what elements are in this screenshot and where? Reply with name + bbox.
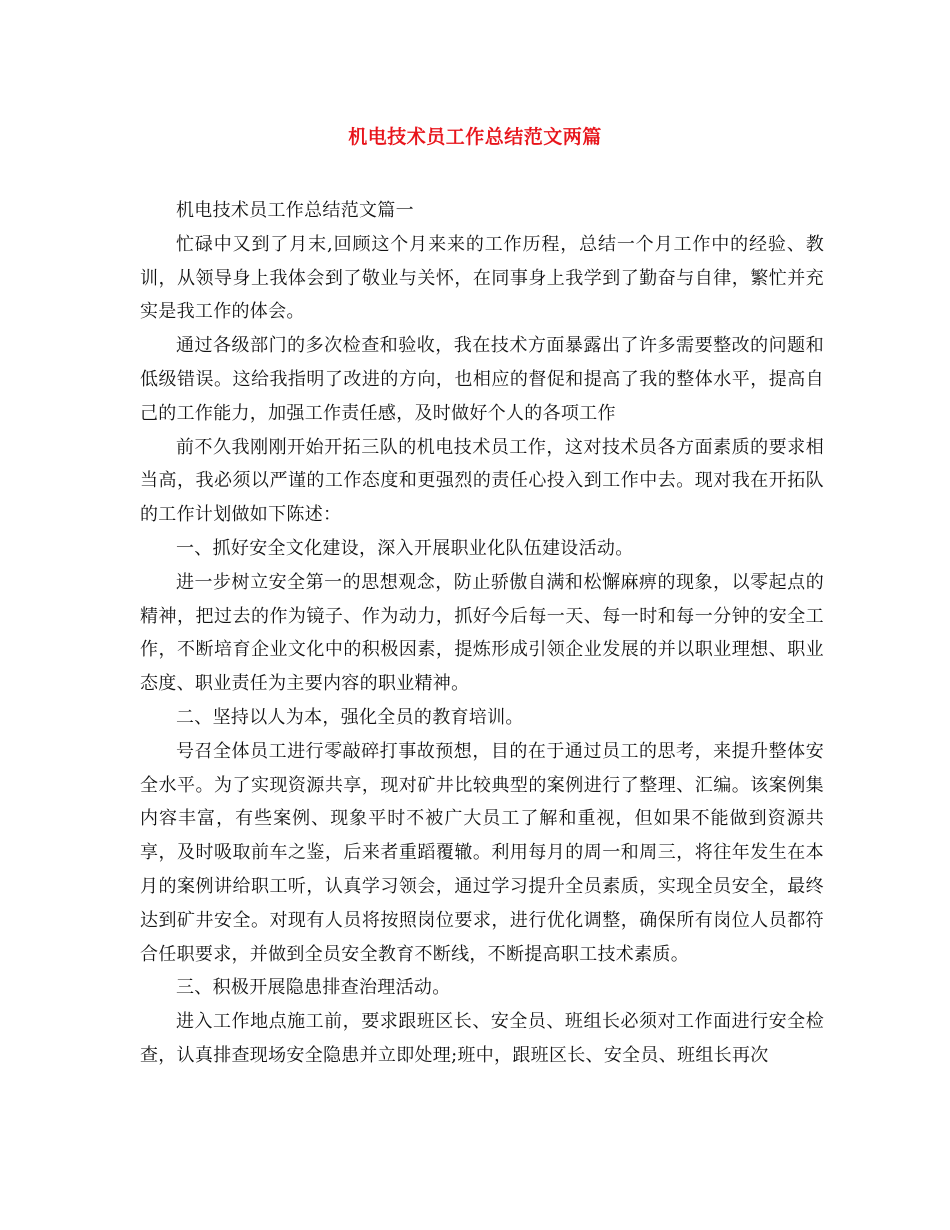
- section-heading: 三、积极开展隐患排查治理活动。: [176, 977, 451, 999]
- paragraph: 进入工作地点施工前，要求跟班区长、安全员、班组长必须对工作面进行安全检查，认真排查现场安全隐患并立即处理;班中，跟班区长、安全员、班组长再次: [140, 1011, 824, 1066]
- document-body: [140, 194, 824, 1073]
- paragraph: 号召全体员工进行零敲碎打事故预想，目的在于通过员工的思考，来提升整体安全水平。为了实现资源共享，现对矿井比较典型的案例进行了整理、汇编。该案例集内容丰富，有些案例、现象平时不被广大员工了解和重视，但如果不能做到资源共享，及时吸取前车之鉴，后来者重蹈覆辙。利用每月的周一和周三，将往年发生在本月的案例讲给职工听，认真学习领会，通过学习提升全员素质，实现全员安全，最终达到矿井安全。对现有人员将按照岗位要求，进行优化调整，确保所有岗位人员都符合任职要求，并做到全员安全教育不断线，不断提高职工技术素质。: [140, 740, 824, 965]
- section-heading: 二、坚持以人为本，强化全员的教育培训。: [176, 706, 524, 728]
- section-heading: 一、抓好安全文化建设，深入开展职业化队伍建设活动。: [176, 537, 634, 559]
- document-title: 机电技术员工作总结范文两篇: [348, 126, 602, 148]
- paragraph-heading: 机电技术员工作总结范文篇一: [176, 200, 414, 221]
- paragraph: 通过各级部门的多次检查和验收，我在技术方面暴露出了许多需要整改的问题和低级错误。这给我指明了改进的方向，也相应的督促和提高了我的整体水平，提高自己的工作能力，加强工作责任感，及时做好个人的各项工作: [140, 335, 824, 424]
- paragraph: 进一步树立安全第一的思想观念，防止骄傲自满和松懈麻痹的现象，以零起点的精神，把过去的作为镜子、作为动力，抓好今后每一天、每一时和每一分钟的安全工作，不断培育企业文化中的积极因素，提炼形成引领企业发展的并以职业理想、职业态度、职业责任为主要内容的职业精神。: [140, 571, 824, 695]
- paragraph: 前不久我刚刚开始开拓三队的机电技术员工作，这对技术员各方面素质的要求相当高，我必须以严谨的工作态度和更强烈的责任心投入到工作中去。现对我在开拓队的工作计划做如下陈述：: [140, 436, 824, 526]
- paragraph: 忙碌中又到了月末,回顾这个月来来的工作历程，总结一个月工作中的经验、教训，从领导身上我体会到了敬业与关怀，在同事身上我学到了勤奋与自律，繁忙并充实是我工作的体会。: [140, 233, 824, 323]
